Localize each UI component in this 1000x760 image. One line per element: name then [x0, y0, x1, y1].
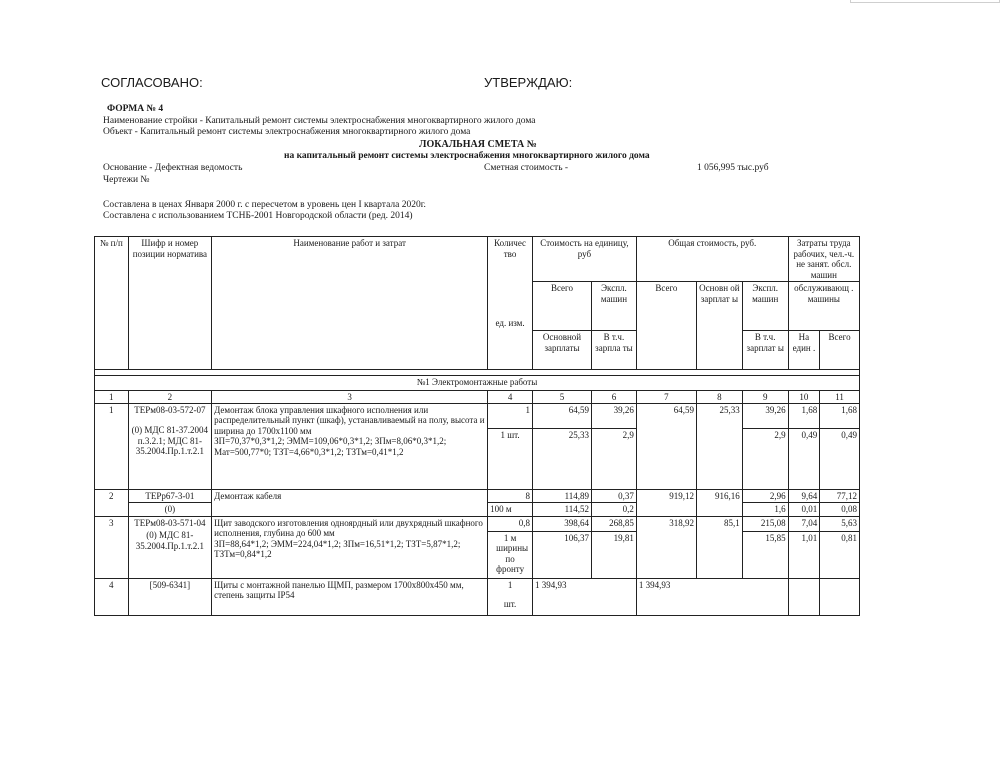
col-number: 2 [128, 390, 212, 403]
unit-mach-header: Экспл. машин [592, 282, 637, 331]
cell-6b: 0,2 [592, 503, 637, 517]
cell-6b: 2,9 [592, 428, 637, 489]
unit-measure-label: ед. изм. [495, 317, 525, 328]
col-number: 1 [95, 390, 129, 403]
row-name-text: Щит заводского изготовления одноярдный или двухрядный шкафного исполнения, глубина до 600 мм [214, 517, 483, 538]
cell-9: 215,08 [742, 516, 788, 531]
drawings: Чертежи № [103, 175, 150, 185]
row-code-extra: (0) МДС 81-35.2004.Пр.1.т.2.1 [135, 530, 204, 551]
estimate-title: ЛОКАЛЬНАЯ СМЕТА № [419, 139, 537, 150]
labor-per-unit-header: На един . [788, 331, 820, 370]
cell-8: 916,16 [696, 489, 742, 516]
page-corner-decoration [850, 0, 1000, 3]
norms-note: Составлена с использованием ТСНБ-2001 Новгородской области (ред. 2014) [103, 211, 413, 221]
col-number: 9 [742, 390, 788, 403]
object-name: Объект - Капитальный ремонт системы электроснабжения многоквартирного жилого дома [103, 127, 471, 137]
cell-5: 64,59 [532, 403, 591, 428]
section-row [95, 375, 860, 390]
cell-10b: 1,01 [788, 531, 820, 578]
cell-6: 268,85 [592, 516, 637, 531]
row-formula: ЗП=88,64*1,2; ЭММ=224,04*1,2; ЗПм=16,51*1,2; ТЗТ=5,87*1,2; ТЗТм=0,84*1,2 [214, 538, 461, 559]
row-num: 2 [95, 489, 129, 516]
total-mach-header: Экспл. машин [742, 282, 788, 331]
approved-label: СОГЛАСОВАНО: [101, 75, 203, 90]
row-code [128, 403, 212, 489]
cell-6: 39,26 [592, 403, 637, 428]
cell-10: 7,04 [788, 516, 820, 531]
cell-5b: 25,33 [532, 428, 591, 489]
cell-10b: 0,01 [788, 503, 820, 517]
row-code: [509-6341] [128, 578, 212, 615]
row-num: 3 [95, 516, 129, 578]
row-code [128, 516, 212, 578]
row-name-text: Демонтаж блока управления шкафного исполнения или распределительный пункт (шкаф), устанавливаемый на полу, высота и ширина до 1700x1100 мм [214, 404, 485, 436]
table-row [95, 516, 860, 531]
row-name [212, 516, 488, 578]
basis: Основание - Дефектная ведомость [103, 163, 243, 173]
col-number: 11 [820, 390, 860, 403]
cell-5: 1 394,93 [532, 578, 636, 615]
unit-measure-header [488, 317, 533, 370]
row-unit: шт. [503, 599, 517, 609]
col-number: 6 [592, 390, 637, 403]
row-code: ТЕРр67-3-01 [128, 489, 212, 503]
cell-10b: 0,49 [788, 428, 820, 489]
confirm-label: УТВЕРЖДАЮ: [484, 75, 573, 90]
cell-9b: 2,9 [742, 428, 788, 489]
row-code-extra: (0) [128, 503, 212, 517]
col-number: 5 [532, 390, 591, 403]
row-name: Демонтаж кабеля [212, 489, 488, 516]
col-number: 4 [488, 390, 533, 403]
cell-11: 77,12 [820, 489, 860, 503]
row-num: 4 [95, 578, 129, 615]
row-name: Щиты с монтажной панелью ЩМП, размером 1700x800x450 мм, степень защиты IP54 [212, 578, 488, 615]
cell-9b: 15,85 [742, 531, 788, 578]
cell-5b: 114,52 [532, 503, 591, 517]
row-code-main: ТЕРм08-03-572-07 [134, 404, 206, 415]
cell-6b: 19,81 [592, 531, 637, 578]
row-qty: 0,8 [488, 516, 533, 531]
col-number: 10 [788, 390, 820, 403]
unit-incl-header: В т.ч. зарпла ты [592, 331, 637, 370]
cell-5: 398,64 [532, 516, 591, 531]
cell-11: 1,68 [820, 403, 860, 428]
col-num-header: № п/п [95, 237, 129, 370]
cell-10: 9,64 [788, 489, 820, 503]
section-title: №1 Электромонтажные работы [95, 375, 860, 390]
unit-all-header: Всего [532, 282, 591, 331]
row-unit: 1 шт. [488, 428, 533, 489]
cell-10 [788, 578, 820, 615]
col-number: 3 [212, 390, 488, 403]
row-qty: 1 [488, 403, 533, 428]
total-incl-header: В т.ч. зарплат ы [742, 331, 788, 370]
cell-9b: 1,6 [742, 503, 788, 517]
col-name-header: Наименование работ и затрат [212, 237, 488, 370]
cell-6: 0,37 [592, 489, 637, 503]
col-total-cost-header: Общая стоимость, руб. [636, 237, 788, 282]
cell-8: 85,1 [696, 516, 742, 578]
col-number: 7 [636, 390, 696, 403]
prices-note: Составлена в ценах Января 2000 г. с пересчетом в уровень цен I квартала 2020г. [103, 200, 426, 210]
cell-5b: 106,37 [532, 531, 591, 578]
col-qty-header: Количес тво [488, 237, 533, 331]
header-row-1 [95, 237, 860, 282]
row-num: 1 [95, 403, 129, 489]
cell-9: 39,26 [742, 403, 788, 428]
labor-machine-header: обслуживающ . машины [788, 282, 859, 331]
cell-11b: 0,49 [820, 428, 860, 489]
cell-11b: 0,08 [820, 503, 860, 517]
row-qty: 8 [488, 489, 533, 503]
row-code-extra: (0) МДС 81-37.2004 п.3.2.1; МДС 81-35.2004.Пр.1.т.2.1 [131, 425, 209, 456]
cell-7: 64,59 [636, 403, 696, 489]
cost-value: 1 056,995 тыс.руб [697, 163, 769, 173]
total-all-header: Всего [636, 282, 696, 370]
cell-7: 1 394,93 [636, 578, 788, 615]
row-name [212, 403, 488, 489]
cell-7: 318,92 [636, 516, 696, 578]
estimate-table [94, 236, 860, 616]
unit-wage-header: Основной зарплаты [532, 331, 591, 370]
form-number: ФОРМА № 4 [107, 104, 164, 114]
col-code-header: Шифр и номер позиции норматива [128, 237, 212, 370]
cell-10: 1,68 [788, 403, 820, 428]
row-qty-unit [488, 578, 533, 615]
col-labor-header: Затраты труда рабочих, чел.-ч. не занят. обсл. машин [788, 237, 859, 282]
cell-5: 114,89 [532, 489, 591, 503]
column-number-row [95, 390, 860, 403]
cell-8: 25,33 [696, 403, 742, 489]
cost-label: Сметная стоимость - [484, 163, 569, 173]
estimate-subtitle: на капитальный ремонт системы электроснабжения многоквартирного жилого дома [284, 151, 650, 161]
cell-11b: 0,81 [820, 531, 860, 578]
table-row [95, 489, 860, 503]
row-qty: 1 [507, 579, 513, 590]
cell-7: 919,12 [636, 489, 696, 516]
labor-all-header: Всего [820, 331, 860, 370]
construction-name: Наименование стройки - Капитальный ремонт системы электроснабжения многоквартирного жилого дома [103, 116, 536, 126]
table-row [95, 578, 860, 615]
row-unit: 100 м [488, 503, 533, 517]
table-row [95, 403, 860, 428]
cell-9: 2,96 [742, 489, 788, 503]
total-wage-header: Основн ой зарплат ы [696, 282, 742, 370]
row-unit: 1 м ширины по фронту [488, 531, 533, 578]
row-formula: ЗП=70,37*0,3*1,2; ЭММ=109,06*0,3*1,2; ЗПм=8,06*0,3*1,2; Мат=500,77*0; ТЗТ=4,66*0,3*1,2; ТЗТм=0,41*1,2 [214, 436, 447, 457]
col-unit-cost-header: Стоимость на единицу, руб [532, 237, 636, 282]
col-number: 8 [696, 390, 742, 403]
row-code-main: ТЕРм08-03-571-04 [134, 517, 206, 528]
cell-11: 5,63 [820, 516, 860, 531]
cell-11 [820, 578, 860, 615]
